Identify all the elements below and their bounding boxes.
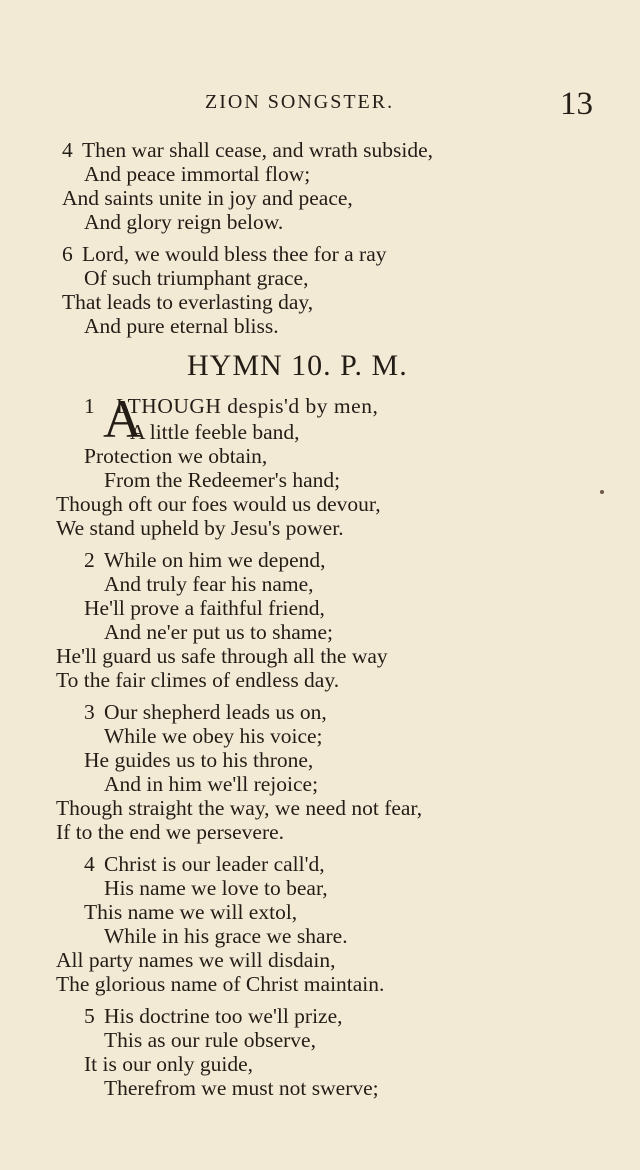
verse-line: His name we love to bear, bbox=[104, 876, 328, 900]
verse-line: And glory reign below. bbox=[84, 210, 284, 234]
verse-line: This name we will extol, bbox=[84, 900, 298, 924]
verse-line: Protection we obtain, bbox=[84, 444, 268, 468]
verse-line-text: Christ is our leader call'd, bbox=[104, 852, 325, 876]
verse-line: He'll guard us safe through all the way bbox=[56, 644, 388, 668]
verse-number: 4 bbox=[62, 138, 73, 162]
verse-line bbox=[0, 138, 640, 162]
verse-line: And saints unite in joy and peace, bbox=[62, 186, 353, 210]
verse-line: The glorious name of Christ maintain. bbox=[56, 972, 385, 996]
stanza-gap bbox=[0, 234, 640, 242]
verse-line: And peace immortal flow; bbox=[84, 162, 311, 186]
verse-line: And in him we'll rejoice; bbox=[104, 772, 319, 796]
verse-line: And pure eternal bliss. bbox=[84, 314, 279, 338]
verse-number: 1 bbox=[84, 394, 95, 418]
verse-line bbox=[0, 700, 640, 724]
stanza-gap bbox=[0, 540, 640, 548]
running-head bbox=[0, 86, 640, 122]
verse-line: A little feeble band, bbox=[130, 420, 300, 444]
verse-line-text: Lord, we would bless thee for a ray bbox=[82, 242, 387, 266]
verse-number: 2 bbox=[84, 548, 95, 572]
verse-line: He'll prove a faithful friend, bbox=[84, 596, 325, 620]
verse-line bbox=[0, 548, 640, 572]
verse-line: Of such triumphant grace, bbox=[84, 266, 309, 290]
drop-cap: A bbox=[103, 389, 142, 449]
verse-line: Though straight the way, we need not fear, bbox=[56, 796, 423, 820]
verse-line: It is our only guide, bbox=[84, 1052, 253, 1076]
verse-line: While in his grace we share. bbox=[104, 924, 348, 948]
verse-block bbox=[0, 548, 640, 692]
verse-number: 5 bbox=[84, 1004, 95, 1028]
hymn-text bbox=[0, 138, 640, 1100]
page-number: 13 bbox=[560, 86, 593, 122]
verse-block bbox=[0, 138, 640, 234]
verse-line: This as our rule observe, bbox=[104, 1028, 316, 1052]
verse-line: If to the end we persevere. bbox=[56, 820, 285, 844]
verse-block bbox=[0, 1004, 640, 1100]
running-title: ZION SONGSTER. bbox=[205, 91, 395, 113]
verse-number: 3 bbox=[84, 700, 95, 724]
verse-line-text: Our shepherd leads us on, bbox=[104, 700, 327, 724]
verse-number: 4 bbox=[84, 852, 95, 876]
hymn-title: HYMN 10. P. M. bbox=[187, 349, 408, 382]
verse-block bbox=[0, 852, 640, 996]
verse-line: To the fair climes of endless day. bbox=[56, 668, 340, 692]
verse-block bbox=[0, 242, 640, 338]
verse-line: And ne'er put us to shame; bbox=[104, 620, 333, 644]
verse-block bbox=[0, 700, 640, 844]
verse-line: Therefrom we must not swerve; bbox=[104, 1076, 379, 1100]
verse-line bbox=[0, 1004, 640, 1028]
verse-line: While we obey his voice; bbox=[104, 724, 323, 748]
paper-speck bbox=[600, 490, 604, 494]
stanza-gap bbox=[0, 692, 640, 700]
verse-line: We stand upheld by Jesu's power. bbox=[56, 516, 344, 540]
verse-line: He guides us to his throne, bbox=[84, 748, 314, 772]
verse-number: 6 bbox=[62, 242, 73, 266]
verse-line: That leads to everlasting day, bbox=[62, 290, 314, 314]
verse-line-text: LTHOUGH despis'd by men, bbox=[116, 394, 379, 418]
verse-line-text: Then war shall cease, and wrath subside, bbox=[82, 138, 434, 162]
verse-block bbox=[0, 389, 640, 540]
verse-line-text: While on him we depend, bbox=[104, 548, 326, 572]
verse-line: Though oft our foes would us devour, bbox=[56, 492, 381, 516]
verse-line bbox=[0, 242, 640, 266]
verse-line bbox=[0, 852, 640, 876]
verse-line-text: His doctrine too we'll prize, bbox=[104, 1004, 343, 1028]
verse-line: All party names we will disdain, bbox=[56, 948, 336, 972]
stanza-gap bbox=[0, 844, 640, 852]
verse-line: And truly fear his name, bbox=[104, 572, 314, 596]
stanza-gap bbox=[0, 996, 640, 1004]
verse-line: From the Redeemer's hand; bbox=[104, 468, 341, 492]
